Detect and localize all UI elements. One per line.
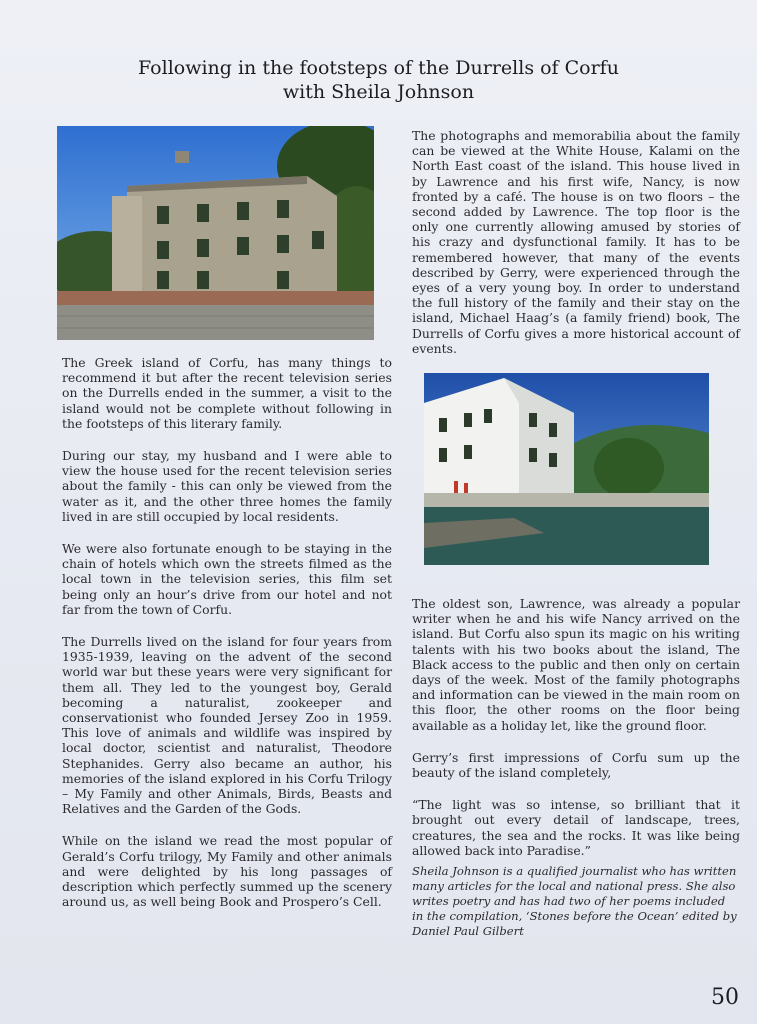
page-number: 50 xyxy=(711,985,739,1010)
durrell-house-photo xyxy=(57,126,374,340)
durrell-house-illustration xyxy=(57,126,374,340)
white-house-kalami-photo xyxy=(424,373,709,565)
paragraph: Gerry’s first impressions of Corfu sum up the beauty of the island completely, xyxy=(412,749,740,781)
paragraph: While on the island we read the most popular of Gerald’s Corfu trilogy, My Family and other animals and were delighted by his long passages of description which perfectly summed up the scenery around us, as well being Book and Prospero’s Cell. xyxy=(62,833,392,910)
left-column xyxy=(62,355,392,927)
paragraph: The photographs and memorabilia about the family can be viewed at the White House, Kalami on the North East coast of the island. This house lived in by Lawrence and his first wife, Nancy, is now fronted by a café. The house is on two floors – the second added by Lawrence. The top floor is the only one currently allowing amused by stories of his crazy and dysfunctional family. It has to be remembered however, that many of the events described by Gerry, were experienced through the eyes of a very young boy. In order to understand the full history of the family and their stay on the island, Michael Haag’s (a family friend) book, The Durrells of Corfu gives a more historical account of events. xyxy=(412,128,740,356)
paragraph: The oldest son, Lawrence, was already a popular writer when he and his wife Nancy arrived on the island. But Corfu also spun its magic on his writing talents with his two books about the island, The Black access to the public and then only on certain days of the week. Most of the family photographs and information can be viewed in the main room on this floor, the other rooms on the floor being available as a holiday let, like the ground floor. xyxy=(412,596,740,733)
paragraph: The Greek island of Corfu, has many things to recommend it but after the recent television series on the Durrells ended in the summer, a visit to the island would not be complete without following in the footsteps of this literary family. xyxy=(62,355,392,431)
right-column-top xyxy=(412,128,740,373)
author-bio: Sheila Johnson is a qualified journalist who has written many articles for the local and national press. She also writes poetry and has had two of her poems included in the compilation, ‘Stones before the Ocean’ edited by Daniel Paul Gilbert xyxy=(412,864,737,939)
paragraph: During our stay, my husband and I were able to view the house used for the recent television series about the family - this can only be viewed from the water as it, and the other three homes the family lived in are still occupied by local residents. xyxy=(62,448,392,524)
quote: “The light was so intense, so brilliant that it brought out every detail of landscape, trees, creatures, the sea and the rocks. It was like being allowed back into Paradise.” xyxy=(412,797,740,858)
article-title xyxy=(60,56,697,104)
right-column-bottom xyxy=(412,596,740,939)
title-line-2: with Sheila Johnson xyxy=(282,81,475,103)
title-line-1: Following in the footsteps of the Durrells of Corfu xyxy=(138,57,619,79)
white-house-illustration xyxy=(424,373,709,565)
paragraph: The Durrells lived on the island for four years from 1935-1939, leaving on the advent of the second world war but these years were very significant for them all. They led to the youngest boy, Gerald becoming a naturalist, zookeeper and conservationist who founded Jersey Zoo in 1959. This love of animals and wildlife was inspired by local doctor, scientist and naturalist, Theodore Stephanides. Gerry also became an author, his memories of the island explored in his Corfu Trilogy – My Family and other Animals, Birds, Beasts and Relatives and the Garden of the Gods. xyxy=(62,634,392,817)
paragraph: We were also fortunate enough to be staying in the chain of hotels which own the streets filmed as the local town in the television series, this film set being only an hour’s drive from our hotel and not far from the town of Corfu. xyxy=(62,541,392,617)
